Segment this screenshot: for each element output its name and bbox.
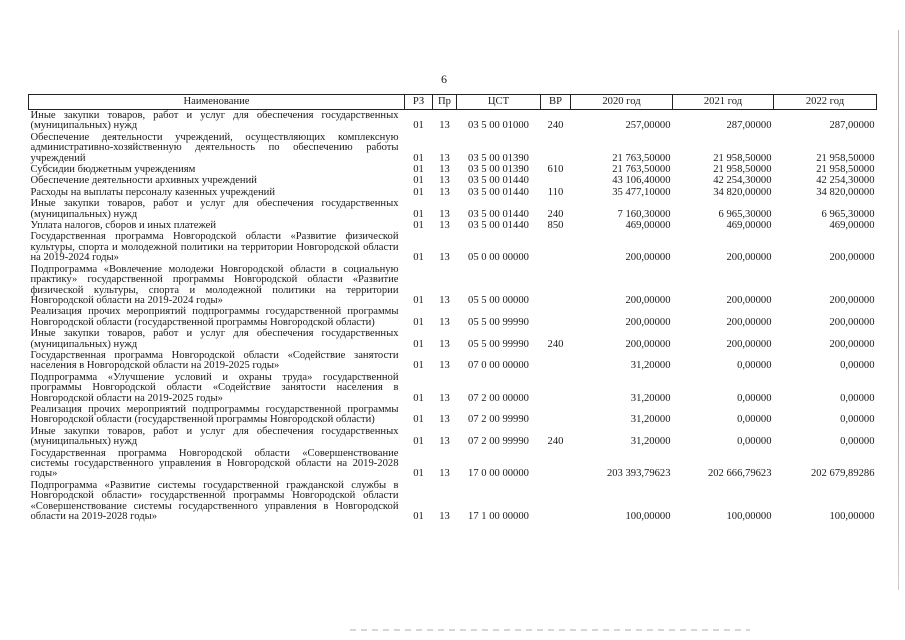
row-rz: 01 (413, 414, 424, 426)
table-row (29, 448, 877, 480)
row-2022: 42 254,30000 (816, 175, 875, 187)
row-2021: 287,00000 (726, 120, 772, 132)
row-name: Уплата налогов, сборов и иных платежей (30, 220, 217, 232)
row-2022: 469,00000 (829, 220, 875, 232)
row-2022: 0,00000 (840, 392, 875, 404)
row-2020: 31,20000 (630, 360, 671, 372)
row-2021: 200,00000 (726, 316, 772, 328)
row-2022: 100,00000 (829, 511, 875, 523)
row-pr: 13 (439, 511, 450, 523)
row-2022: 0,00000 (840, 414, 875, 426)
row-2022: 202 679,89286 (810, 468, 875, 480)
row-pr: 13 (439, 186, 450, 198)
row-2020: 7 160,30000 (617, 208, 671, 220)
row-name: Подпрограмма «Улучшение условий и охраны труда» государственной программы Новгородской области «Содействие занятости населения в Новгородской области на 2019-2025 годы» (30, 371, 399, 404)
row-vr (541, 132, 571, 164)
row-name: Иные закупки товаров, работ и услуг для обеспечения государственных (муниципальных) нужд (30, 328, 399, 350)
row-cst: 03 5 00 01440 (468, 220, 529, 232)
row-rz: 01 (413, 392, 424, 404)
row-name: Иные закупки товаров, работ и услуг для обеспечения государственных (муниципальных) нужд (30, 425, 399, 448)
row-vr (541, 448, 571, 480)
row-cst: 05 5 00 00000 (468, 294, 529, 306)
table-row (29, 175, 877, 186)
row-vr: 240 (547, 436, 564, 448)
row-rz: 01 (413, 186, 424, 198)
table-row (29, 164, 877, 175)
row-pr: 13 (439, 152, 450, 164)
row-2020: 100,00000 (625, 511, 671, 523)
table-row (29, 404, 877, 426)
row-2022: 0,00000 (840, 436, 875, 448)
row-pr: 13 (439, 220, 450, 232)
row-name: Иные закупки товаров, работ и услуг для обеспечения государственных (муниципальных) нужд (30, 198, 399, 220)
row-2020: 200,00000 (625, 294, 671, 306)
row-2020: 257,00000 (625, 120, 671, 132)
row-pr: 13 (439, 316, 450, 328)
row-rz: 01 (413, 316, 424, 328)
row-rz: 01 (413, 152, 424, 164)
budget-table (28, 94, 877, 522)
row-cst: 17 0 00 00000 (468, 468, 529, 480)
row-2021: 42 254,30000 (713, 175, 772, 187)
row-vr (541, 175, 571, 186)
column-header-name: Наименование (29, 95, 405, 110)
row-name: Государственная программа Новгородской области «Совершенствование системы государственного управления в Новгородской области на 2019-2028 годы» (30, 447, 399, 480)
row-cst: 03 5 00 01390 (468, 152, 529, 164)
row-2020: 31,20000 (630, 436, 671, 448)
page-number: 6 (441, 72, 447, 86)
row-vr: 240 (547, 338, 564, 350)
row-rz: 01 (413, 360, 424, 372)
row-2021: 200,00000 (726, 294, 772, 306)
scan-artifact (350, 629, 750, 631)
row-rz: 01 (413, 436, 424, 448)
row-pr: 13 (439, 164, 450, 176)
table-row (29, 220, 877, 231)
row-2021: 21 958,50000 (713, 164, 772, 176)
row-2020: 200,00000 (625, 252, 671, 264)
row-name: Иные закупки товаров, работ и услуг для обеспечения государственных (муниципальных) нужд (30, 110, 399, 132)
row-cst: 05 5 00 99990 (468, 316, 529, 328)
table-header-row (29, 95, 877, 110)
row-pr: 13 (439, 294, 450, 306)
row-2021: 0,00000 (737, 360, 772, 372)
row-2022: 34 820,00000 (816, 186, 875, 198)
table-row (29, 372, 877, 404)
row-pr: 13 (439, 436, 450, 448)
row-vr (541, 264, 571, 307)
table-row (29, 231, 877, 263)
row-pr: 13 (439, 468, 450, 480)
table-body (29, 110, 877, 523)
row-2021: 0,00000 (737, 414, 772, 426)
table-row (29, 198, 877, 220)
row-vr (541, 404, 571, 426)
row-name: Реализация прочих мероприятий подпрограммы государственной программы Новгородской области (государственной программы Новгородской области) (30, 403, 399, 426)
row-rz: 01 (413, 338, 424, 350)
row-cst: 03 5 00 01440 (468, 186, 529, 198)
row-2021: 200,00000 (726, 252, 772, 264)
row-rz: 01 (413, 220, 424, 232)
row-2020: 200,00000 (625, 338, 671, 350)
row-pr: 13 (439, 252, 450, 264)
row-2021: 21 958,50000 (713, 152, 772, 164)
row-vr: 240 (547, 208, 564, 220)
row-2022: 200,00000 (829, 338, 875, 350)
row-2022: 200,00000 (829, 316, 875, 328)
table-row (29, 350, 877, 372)
row-pr: 13 (439, 360, 450, 372)
row-rz: 01 (413, 252, 424, 264)
row-2021: 0,00000 (737, 392, 772, 404)
row-rz: 01 (413, 164, 424, 176)
row-name: Подпрограмма «Вовлечение молодежи Новгородской области в социальную практику» государственной программы Новгородской области «Развитие физической культуры, спорта и молодежной политики на территории Новгородской области на 2019-2024 годы» (30, 263, 399, 306)
row-pr: 13 (439, 208, 450, 220)
row-rz: 01 (413, 120, 424, 132)
row-cst: 03 5 00 01000 (468, 120, 529, 132)
row-2020: 43 106,40000 (612, 175, 671, 187)
row-name: Государственная программа Новгородской области «Содействие занятости населения в Новгородской области на 2019-2025 годы» (30, 349, 399, 372)
row-cst: 03 5 00 01440 (468, 208, 529, 220)
row-vr: 850 (547, 220, 564, 232)
column-header-vr: ВР (541, 95, 571, 110)
column-header-2020: 2020 год (571, 95, 673, 110)
row-vr: 610 (547, 164, 564, 176)
row-pr: 13 (439, 414, 450, 426)
row-vr: 240 (547, 120, 564, 132)
table-row (29, 187, 877, 198)
row-2020: 200,00000 (625, 316, 671, 328)
row-vr (541, 231, 571, 263)
row-pr: 13 (439, 338, 450, 350)
column-header-pr: Пр (433, 95, 457, 110)
row-name: Обеспечение деятельности учреждений, осуществляющих комплексную административно-хозяйственную деятельность по обеспечению работы учреждений (30, 131, 399, 164)
column-header-2021: 2021 год (673, 95, 774, 110)
row-rz: 01 (413, 294, 424, 306)
row-pr: 13 (439, 392, 450, 404)
row-2021: 34 820,00000 (713, 186, 772, 198)
row-2021: 469,00000 (726, 220, 772, 232)
row-cst: 07 2 00 00000 (468, 392, 529, 404)
row-rz: 01 (413, 511, 424, 523)
row-name: Обеспечение деятельности архивных учреждений (30, 175, 257, 187)
row-name: Реализация прочих мероприятий подпрограммы государственной программы Новгородской области (государственной программы Новгородской области) (30, 306, 399, 328)
row-vr (541, 480, 571, 523)
row-cst: 05 5 00 99990 (468, 338, 529, 350)
row-2022: 21 958,50000 (816, 152, 875, 164)
table-row (29, 306, 877, 328)
row-2021: 202 666,79623 (707, 468, 772, 480)
row-rz: 01 (413, 208, 424, 220)
row-2022: 200,00000 (829, 252, 875, 264)
row-rz: 01 (413, 468, 424, 480)
row-2022: 287,00000 (829, 120, 875, 132)
row-name: Государственная программа Новгородской области «Развитие физической культуры, спорта и молодежной политики на территории Новгородской области на 2019-2024 годы» (30, 231, 399, 264)
table-row (29, 480, 877, 523)
row-rz: 01 (413, 175, 424, 187)
row-2020: 31,20000 (630, 392, 671, 404)
row-cst: 07 2 00 99990 (468, 414, 529, 426)
row-vr (541, 372, 571, 404)
row-vr (541, 306, 571, 328)
row-name: Расходы на выплаты персоналу казенных учреждений (30, 186, 275, 198)
row-cst: 07 0 00 00000 (468, 360, 529, 372)
row-cst: 03 5 00 01390 (468, 164, 529, 176)
row-2022: 6 965,30000 (821, 208, 875, 220)
table-row (29, 426, 877, 448)
row-2020: 31,20000 (630, 414, 671, 426)
row-name: Подпрограмма «Развитие системы государственной гражданской службы в Новгородской области» государственной программы Новгородской области «Совершенствование системы государственного управления в Новгородской области на 2019-2028 годы» (30, 479, 399, 523)
table-row (29, 132, 877, 164)
row-cst: 07 2 00 99990 (468, 436, 529, 448)
row-vr: 110 (547, 186, 564, 198)
row-2021: 100,00000 (726, 511, 772, 523)
row-2022: 0,00000 (840, 360, 875, 372)
row-name: Субсидии бюджетным учреждениям (30, 164, 196, 176)
row-2021: 6 965,30000 (718, 208, 772, 220)
row-2020: 203 393,79623 (606, 468, 671, 480)
row-2022: 200,00000 (829, 294, 875, 306)
row-vr (541, 350, 571, 372)
column-header-cst: ЦСТ (457, 95, 541, 110)
row-2021: 0,00000 (737, 436, 772, 448)
row-2021: 200,00000 (726, 338, 772, 350)
column-header-2022: 2022 год (774, 95, 877, 110)
row-cst: 05 0 00 00000 (468, 252, 529, 264)
table-row (29, 110, 877, 132)
row-2020: 21 763,50000 (612, 164, 671, 176)
scan-edge (898, 30, 899, 590)
column-header-rz: РЗ (405, 95, 433, 110)
row-2020: 35 477,10000 (612, 186, 671, 198)
row-2020: 469,00000 (625, 220, 671, 232)
row-cst: 03 5 00 01440 (468, 175, 529, 187)
row-2022: 21 958,50000 (816, 164, 875, 176)
row-2020: 21 763,50000 (612, 152, 671, 164)
row-cst: 17 1 00 00000 (468, 511, 529, 523)
table-row (29, 264, 877, 307)
row-pr: 13 (439, 120, 450, 132)
table-row (29, 328, 877, 350)
row-pr: 13 (439, 175, 450, 187)
